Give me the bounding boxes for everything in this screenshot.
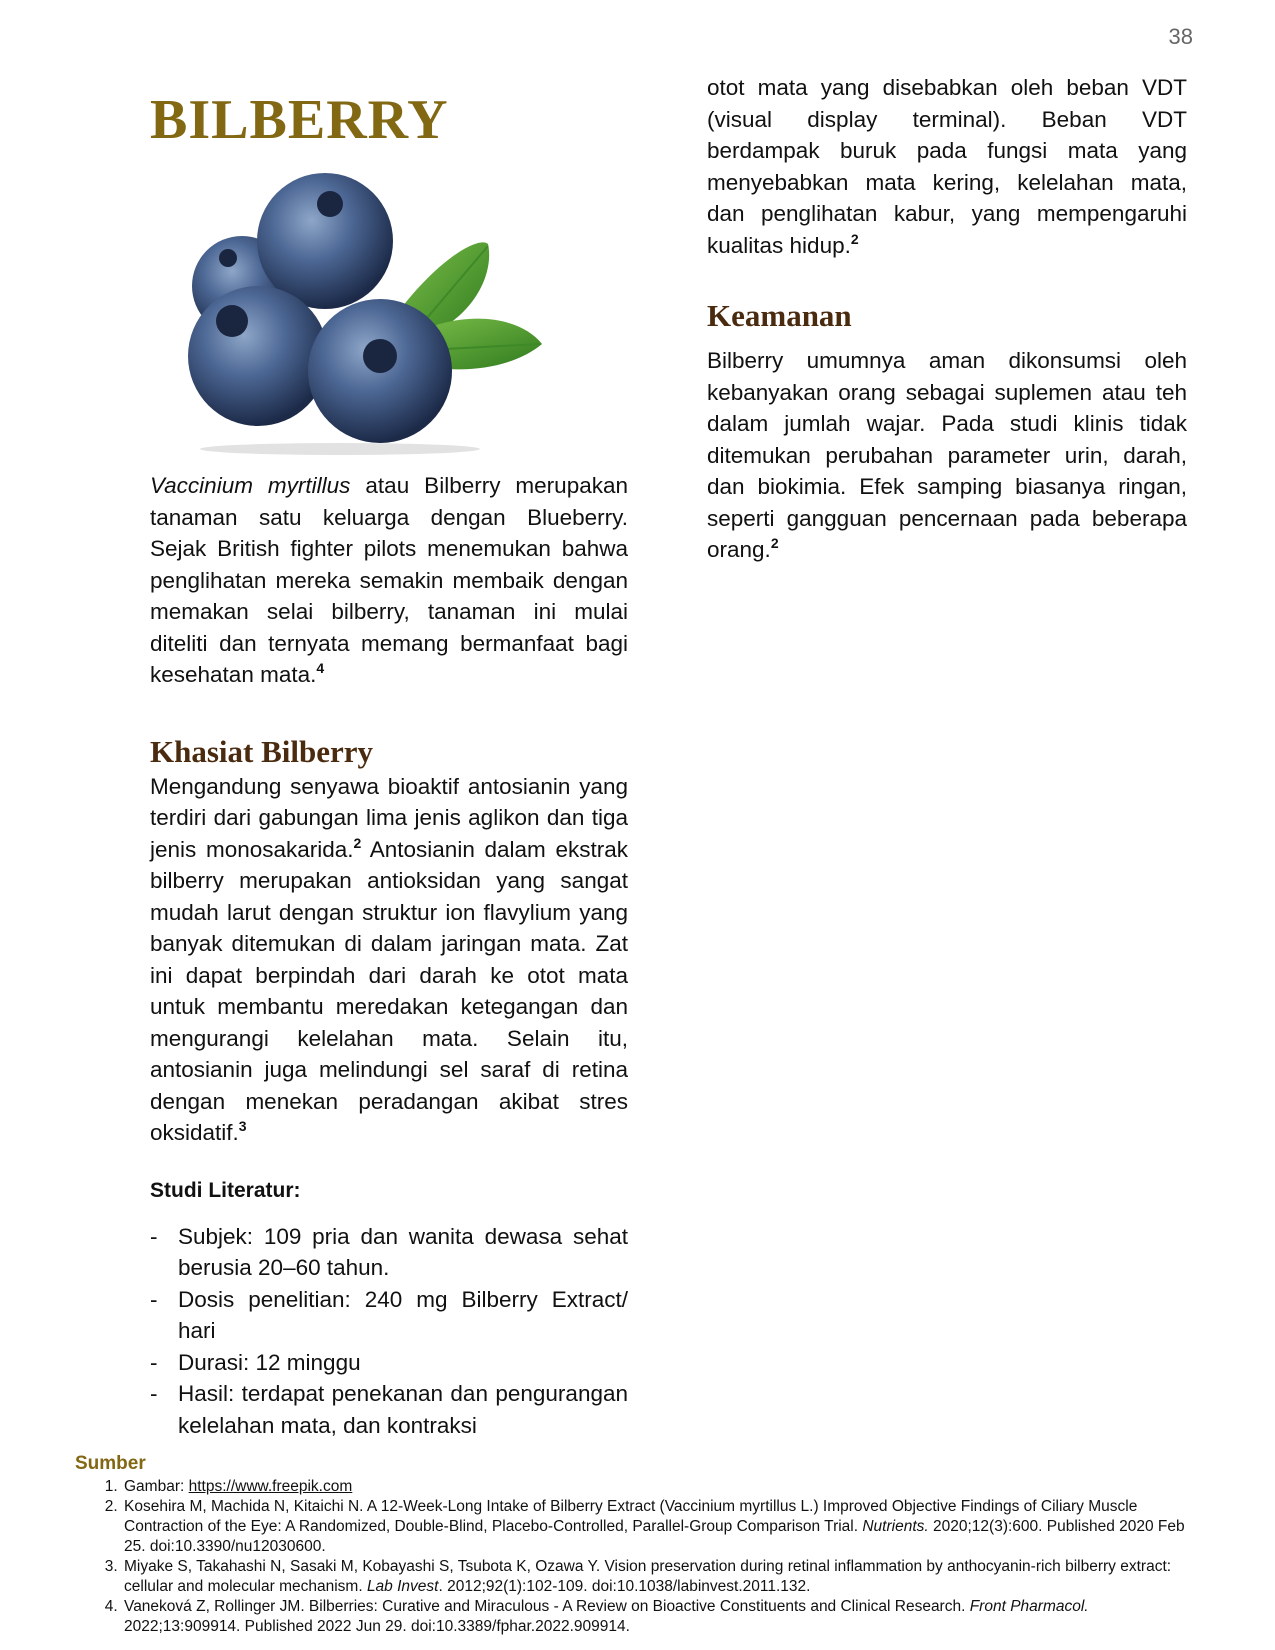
- bullet-dash: -: [150, 1223, 158, 1249]
- studi-literatur-title: Studi Literatur:: [150, 1178, 301, 1202]
- list-item: - Durasi: 12 minggu: [150, 1347, 628, 1379]
- page-title: BILBERRY: [150, 89, 449, 151]
- continuation-paragraph: [707, 72, 1187, 261]
- khasiat-heading: Khasiat Bilberry: [150, 733, 374, 769]
- blueberry-photo: [170, 166, 570, 456]
- studi-list: [150, 1221, 628, 1442]
- keamanan-text: Bilberry umumnya aman dikonsumsi oleh kebanyakan orang sebagai suplemen atau teh dalam jumlah wajar. Pada studi klinis tidak ditemukan perubahan parameter urin, darah, dan biokimia. Efek samping biasanya ringan, seperti gangguan pencernaan pada beberapa orang.: [707, 348, 1187, 562]
- khasiat-text-2: Antosianin dalam ekstrak bilberry merupakan antioksidan yang sangat mudah larut dengan struktur ion flavylium yang banyak ditemukan di dalam jaringan mata. Zat ini dapat berpindah dari darah ke otot mata untuk membantu meredakan ketegangan dan mengurangi kelelahan mata. Selain itu, antosianin juga melindungi sel saraf di retina dengan menekan peradangan akibat stres oksidatif.: [150, 836, 628, 1145]
- sources-list: [75, 1477, 1195, 1637]
- sources-title: Sumber: [75, 1453, 146, 1474]
- list-item: - Dosis penelitian: 240 mg Bilberry Extract/ hari: [150, 1284, 628, 1347]
- bullet-dash: -: [150, 1349, 158, 1375]
- citation-ref: 2: [850, 230, 859, 247]
- list-item: 3. Miyake S, Takahashi N, Sasaki M, Kobayashi S, Tsubota K, Ozawa Y. Vision preservation during retinal inflammation by anthocyanin-rich bilberry extract: cellular and molecular mechanism. Lab Invest. 2012;92(1):102-109. doi:10.1038/labinvest.2011.132.: [122, 1557, 1195, 1597]
- citation-ref: 2: [770, 535, 779, 551]
- keamanan-heading: Keamanan: [707, 298, 852, 333]
- intro-text: atau Bilberry merupakan tanaman satu keluarga dengan Blueberry. Sejak British fighter pilots menemukan bahwa penglihatan mereka semakin membaik dengan memakan selai bilberry, tanaman ini mulai diteliti dan ternyata memang bermanfaat bagi kesehatan mata.: [150, 473, 628, 687]
- bullet-dash: -: [150, 1286, 158, 1312]
- list-item: - Hasil: terdapat penekanan dan pengurangan kelelahan mata, dan kontraksi: [150, 1378, 628, 1441]
- page-number: 38: [1168, 24, 1193, 49]
- right-column: [707, 72, 1187, 566]
- continuation-text: otot mata yang disebabkan oleh beban VDT (visual display terminal). Beban VDT berdampak buruk pada fungsi mata yang menyebabkan mata kering, kelelahan mata, dan penglihatan kabur, yang mempengaruhi kualitas hidup.: [707, 75, 1187, 258]
- left-column: [150, 88, 628, 1441]
- list-item: 4. Vaneková Z, Rollinger JM. Bilberries: Curative and Miraculous - A Review on Bioactive Constituents and Clinical Research. Front Pharmacol. 2022;13:909914. Published 2022 Jun 29. doi:10.3389/fphar.2022.909914.: [122, 1597, 1195, 1637]
- intro-paragraph: [150, 470, 628, 691]
- keamanan-paragraph: [707, 345, 1187, 566]
- citation-ref: 3: [238, 1118, 247, 1134]
- sources-section: [75, 1453, 1195, 1637]
- list-item: 2. Kosehira M, Machida N, Kitaichi N. A 12-Week-Long Intake of Bilberry Extract (Vaccinium myrtillus L.) Improved Objective Findings of Ciliary Muscle Contraction of the Eye: A Randomized, Double-Blind, Placebo-Controlled, Parallel-Group Comparison Trial. Nutrients. 2020;12(3):600. Published 2020 Feb 25. doi:10.3390/nu12030600.: [122, 1497, 1195, 1557]
- freepik-link[interactable]: https://www.freepik.com: [188, 1478, 353, 1495]
- list-item: 1. Gambar: https://www.freepik.com: [122, 1477, 1195, 1497]
- khasiat-paragraph: [150, 771, 628, 1149]
- list-item: - Subjek: 109 pria dan wanita dewasa sehat berusia 20–60 tahun.: [150, 1221, 628, 1284]
- citation-ref: 2: [353, 834, 362, 851]
- bullet-dash: -: [150, 1381, 158, 1406]
- berry-icon: [188, 173, 452, 443]
- citation-ref: 4: [316, 660, 325, 676]
- species-name: Vaccinium myrtillus: [150, 473, 351, 498]
- khasiat-text-1: Mengandung senyawa bioaktif antosianin yang terdiri dari gabungan lima jenis aglikon dan tiga jenis monosakarida.: [150, 773, 628, 862]
